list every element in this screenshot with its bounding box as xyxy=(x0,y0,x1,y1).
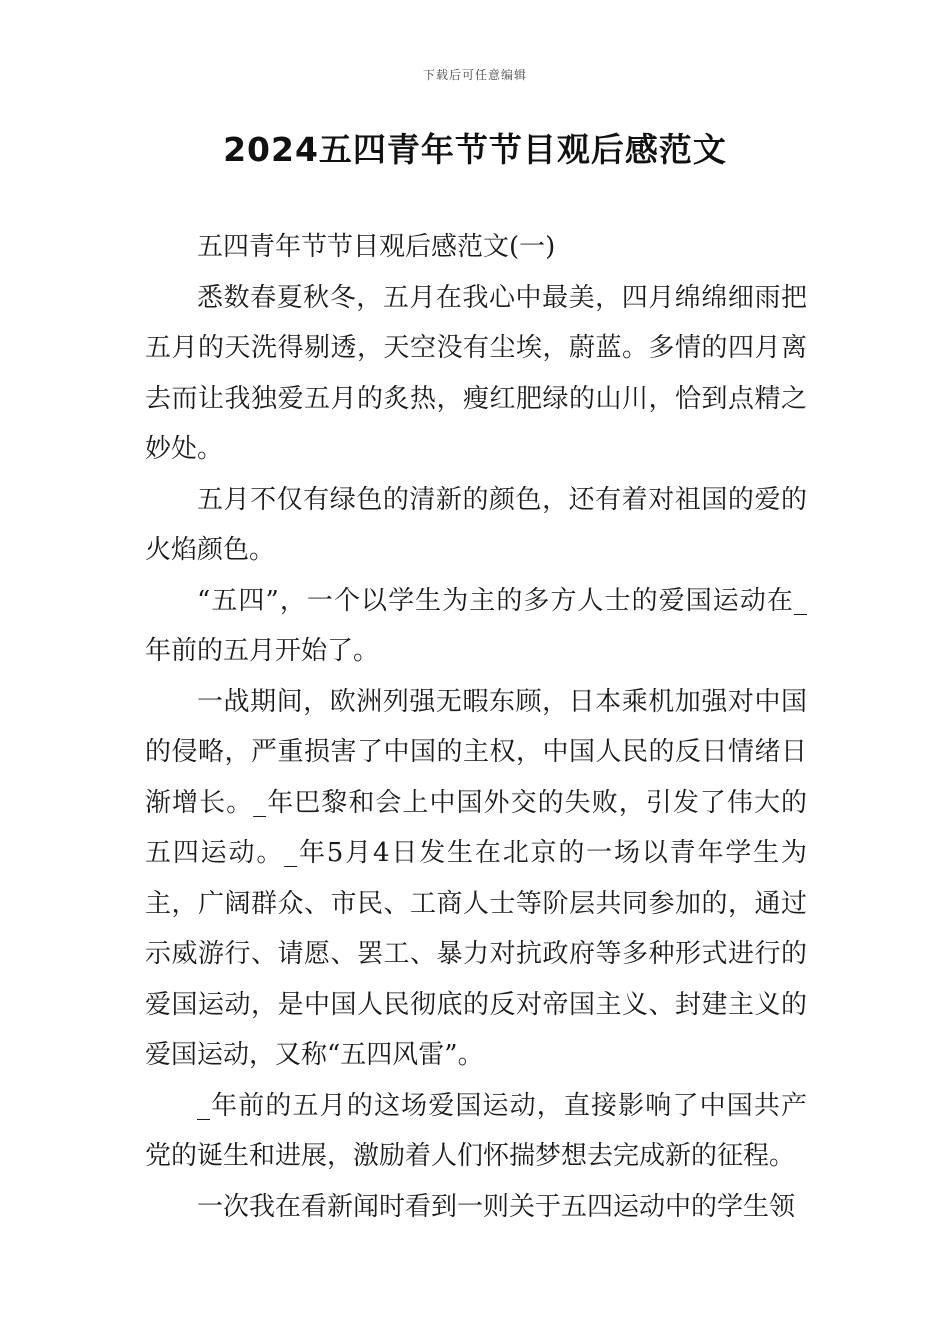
document-body xyxy=(145,222,807,1232)
paragraph: 悉数春夏秋冬，五月在我心中最美，四月绵绵细雨把五月的天洗得剔透，天空没有尘埃，蔚蓝。多情的四月离去而让我独爱五月的炙热，瘦红肥绿的山川，恰到点精之妙处。 xyxy=(145,282,807,464)
paragraph: “五四”，一个以学生为主的多方人士的爱国运动在_年前的五月开始了。 xyxy=(145,585,807,666)
paragraph: _年前的五月的这场爱国运动，直接影响了中国共产党的诞生和进展，激励着人们怀揣梦想去完成新的征程。 xyxy=(145,1090,807,1171)
paragraph: 一战期间，欧洲列强无暇东顾，日本乘机加强对中国的侵略，严重损害了中国的主权，中国人民的反日情绪日渐增长。_年巴黎和会上中国外交的失败，引发了伟大的五四运动。_年5月4日发生在北京的一场以青年学生为主，广阔群众、市民、工商人士等阶层共同参加的，通过示威游行、请愿、罢工、暴力对抗政府等多种形式进行的爱国运动，是中国人民彻底的反对帝国主义、封建主义的爱国运动，又称“五四风雷”。 xyxy=(145,686,807,1070)
paragraph: 一次我在看新闻时看到一则关于五四运动中的学生领 xyxy=(197,1191,796,1222)
document-title: 2024五四青年节节目观后感范文 xyxy=(223,130,727,169)
section-heading: 五四青年节节目观后感范文(一) xyxy=(197,232,556,262)
paragraph: 五月不仅有绿色的清新的颜色，还有着对祖国的爱的火焰颜色。 xyxy=(145,484,807,565)
header-note: 下载后可任意编辑 xyxy=(422,68,527,82)
